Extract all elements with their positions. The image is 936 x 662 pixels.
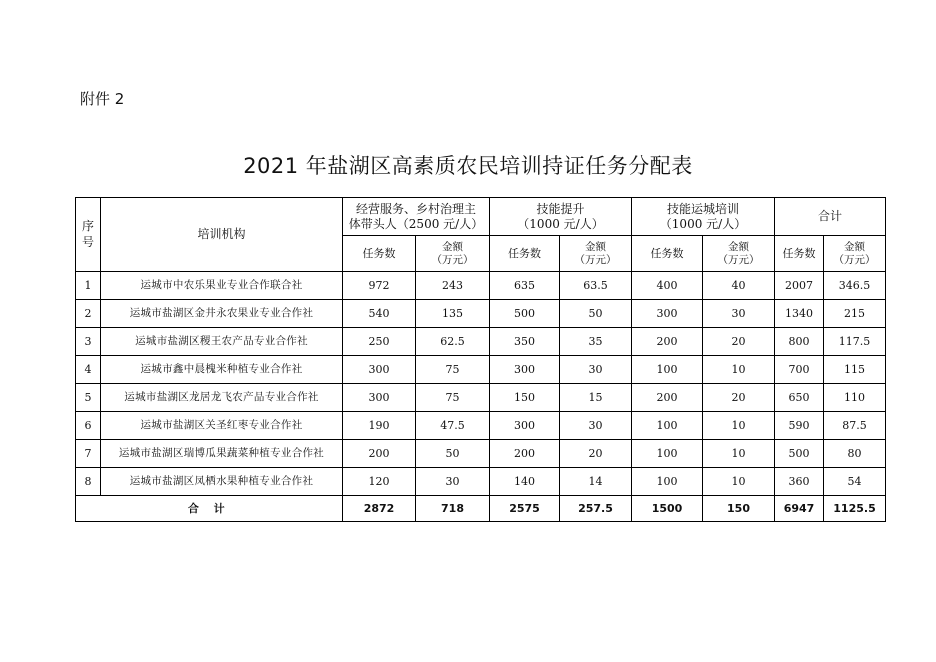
cell-g3-task: 200 <box>632 328 703 356</box>
cell-total-task: 360 <box>775 468 824 496</box>
header-group-management <box>343 198 490 236</box>
cell-g2-task: 200 <box>490 440 560 468</box>
cell-g3-task: 400 <box>632 272 703 300</box>
cell-org: 运城市盐湖区凤栖水果种植专业合作社 <box>101 468 343 496</box>
cell-no: 1 <box>76 272 101 300</box>
cell-org: 运城市盐湖区金井永农果业专业合作社 <box>101 300 343 328</box>
total-g3-task: 1500 <box>632 496 703 522</box>
cell-g2-task: 635 <box>490 272 560 300</box>
total-all-amount: 1125.5 <box>824 496 886 522</box>
cell-g2-task: 350 <box>490 328 560 356</box>
cell-no: 3 <box>76 328 101 356</box>
attachment-label: 附件 2 <box>80 90 125 108</box>
cell-g2-amount: 14 <box>560 468 632 496</box>
cell-g3-amount: 10 <box>703 440 775 468</box>
cell-g2-task: 150 <box>490 384 560 412</box>
table-row <box>76 468 886 496</box>
header-org: 培训机构 <box>101 198 343 272</box>
cell-org: 运城市盐湖区龙居龙飞农产品专业合作社 <box>101 384 343 412</box>
cell-org: 运城市盐湖区瑞博瓜果蔬菜种植专业合作社 <box>101 440 343 468</box>
amount-unit: （万元） <box>431 253 474 266</box>
cell-total-amount: 110 <box>824 384 886 412</box>
cell-g2-amount: 63.5 <box>560 272 632 300</box>
total-label: 合 计 <box>76 496 343 522</box>
table-row <box>76 328 886 356</box>
cell-g3-amount: 10 <box>703 468 775 496</box>
cell-no: 4 <box>76 356 101 384</box>
header-amount <box>703 236 775 272</box>
cell-g1-amount: 50 <box>416 440 490 468</box>
cell-g1-amount: 47.5 <box>416 412 490 440</box>
cell-g3-amount: 40 <box>703 272 775 300</box>
table-row <box>76 384 886 412</box>
cell-org: 运城市鑫中晨槐米种植专业合作社 <box>101 356 343 384</box>
cell-org: 运城市盐湖区关圣红枣专业合作社 <box>101 412 343 440</box>
cell-g3-task: 100 <box>632 468 703 496</box>
header-task-count: 任务数 <box>343 236 416 272</box>
header-task-count: 任务数 <box>632 236 703 272</box>
cell-total-task: 650 <box>775 384 824 412</box>
cell-g2-amount: 20 <box>560 440 632 468</box>
cell-g3-amount: 10 <box>703 356 775 384</box>
total-g3-amount: 150 <box>703 496 775 522</box>
amount-unit: （万元） <box>574 253 617 266</box>
cell-g1-task: 120 <box>343 468 416 496</box>
table-row <box>76 440 886 468</box>
cell-total-task: 1340 <box>775 300 824 328</box>
cell-g3-task: 100 <box>632 356 703 384</box>
header-group-skill-upgrade <box>490 198 632 236</box>
cell-org: 运城市中农乐果业专业合作联合社 <box>101 272 343 300</box>
table-body <box>76 272 886 522</box>
cell-total-task: 700 <box>775 356 824 384</box>
cell-total-amount: 215 <box>824 300 886 328</box>
cell-total-task: 500 <box>775 440 824 468</box>
table-row <box>76 272 886 300</box>
cell-total-amount: 115 <box>824 356 886 384</box>
cell-g1-amount: 75 <box>416 356 490 384</box>
cell-g3-amount: 20 <box>703 328 775 356</box>
cell-no: 7 <box>76 440 101 468</box>
header-amount <box>416 236 490 272</box>
cell-g3-amount: 10 <box>703 412 775 440</box>
task-allocation-table <box>75 197 886 522</box>
total-row <box>76 496 886 522</box>
amount-label: 金额 <box>728 240 749 253</box>
cell-g2-task: 300 <box>490 356 560 384</box>
cell-g1-task: 190 <box>343 412 416 440</box>
cell-g2-amount: 50 <box>560 300 632 328</box>
cell-g2-amount: 30 <box>560 412 632 440</box>
header-group-line: 体带头人（2500 元/人） <box>348 216 484 231</box>
cell-g3-amount: 20 <box>703 384 775 412</box>
cell-org: 运城市盐湖区稷王农产品专业合作社 <box>101 328 343 356</box>
cell-g1-task: 200 <box>343 440 416 468</box>
cell-total-amount: 54 <box>824 468 886 496</box>
cell-total-task: 590 <box>775 412 824 440</box>
table-row <box>76 412 886 440</box>
cell-g1-amount: 135 <box>416 300 490 328</box>
cell-g1-task: 300 <box>343 356 416 384</box>
header-seq: 序号 <box>76 198 101 272</box>
cell-g2-task: 140 <box>490 468 560 496</box>
cell-no: 5 <box>76 384 101 412</box>
header-group-line: 经营服务、乡村治理主 <box>355 202 476 217</box>
cell-total-amount: 346.5 <box>824 272 886 300</box>
total-g2-amount: 257.5 <box>560 496 632 522</box>
header-group-line: 技能运城培训 <box>666 202 739 217</box>
total-g1-amount: 718 <box>416 496 490 522</box>
table-row <box>76 300 886 328</box>
cell-g1-task: 972 <box>343 272 416 300</box>
cell-g2-task: 500 <box>490 300 560 328</box>
amount-label: 金额 <box>844 240 865 253</box>
amount-label: 金额 <box>585 240 606 253</box>
cell-g1-task: 250 <box>343 328 416 356</box>
header-group-line: （1000 元/人） <box>659 216 747 231</box>
cell-g1-task: 300 <box>343 384 416 412</box>
cell-g2-amount: 30 <box>560 356 632 384</box>
cell-total-task: 800 <box>775 328 824 356</box>
amount-unit: （万元） <box>717 253 760 266</box>
total-g1-task: 2872 <box>343 496 416 522</box>
header-row-groups <box>76 198 886 236</box>
header-group-yuncheng-training <box>632 198 775 236</box>
cell-g2-amount: 35 <box>560 328 632 356</box>
amount-label: 金额 <box>442 240 463 253</box>
cell-g3-task: 100 <box>632 440 703 468</box>
header-task-count: 任务数 <box>490 236 560 272</box>
header-task-count: 任务数 <box>775 236 824 272</box>
cell-g1-amount: 75 <box>416 384 490 412</box>
cell-g1-amount: 30 <box>416 468 490 496</box>
cell-g1-task: 540 <box>343 300 416 328</box>
cell-g1-amount: 243 <box>416 272 490 300</box>
table-row <box>76 356 886 384</box>
cell-total-task: 2007 <box>775 272 824 300</box>
cell-g1-amount: 62.5 <box>416 328 490 356</box>
header-group-line: （1000 元/人） <box>517 216 604 231</box>
header-amount <box>560 236 632 272</box>
cell-g2-amount: 15 <box>560 384 632 412</box>
cell-total-amount: 87.5 <box>824 412 886 440</box>
amount-unit: （万元） <box>833 253 876 266</box>
cell-no: 6 <box>76 412 101 440</box>
cell-no: 8 <box>76 468 101 496</box>
total-g2-task: 2575 <box>490 496 560 522</box>
cell-g2-task: 300 <box>490 412 560 440</box>
header-amount <box>824 236 886 272</box>
cell-g3-task: 300 <box>632 300 703 328</box>
cell-g3-task: 100 <box>632 412 703 440</box>
header-group-total: 合计 <box>775 198 886 236</box>
cell-total-amount: 80 <box>824 440 886 468</box>
cell-g3-amount: 30 <box>703 300 775 328</box>
header-group-line: 技能提升 <box>536 202 585 217</box>
total-all-task: 6947 <box>775 496 824 522</box>
cell-no: 2 <box>76 300 101 328</box>
cell-total-amount: 117.5 <box>824 328 886 356</box>
cell-g3-task: 200 <box>632 384 703 412</box>
document-title: 2021 年盐湖区高素质农民培训持证任务分配表 <box>243 154 693 178</box>
